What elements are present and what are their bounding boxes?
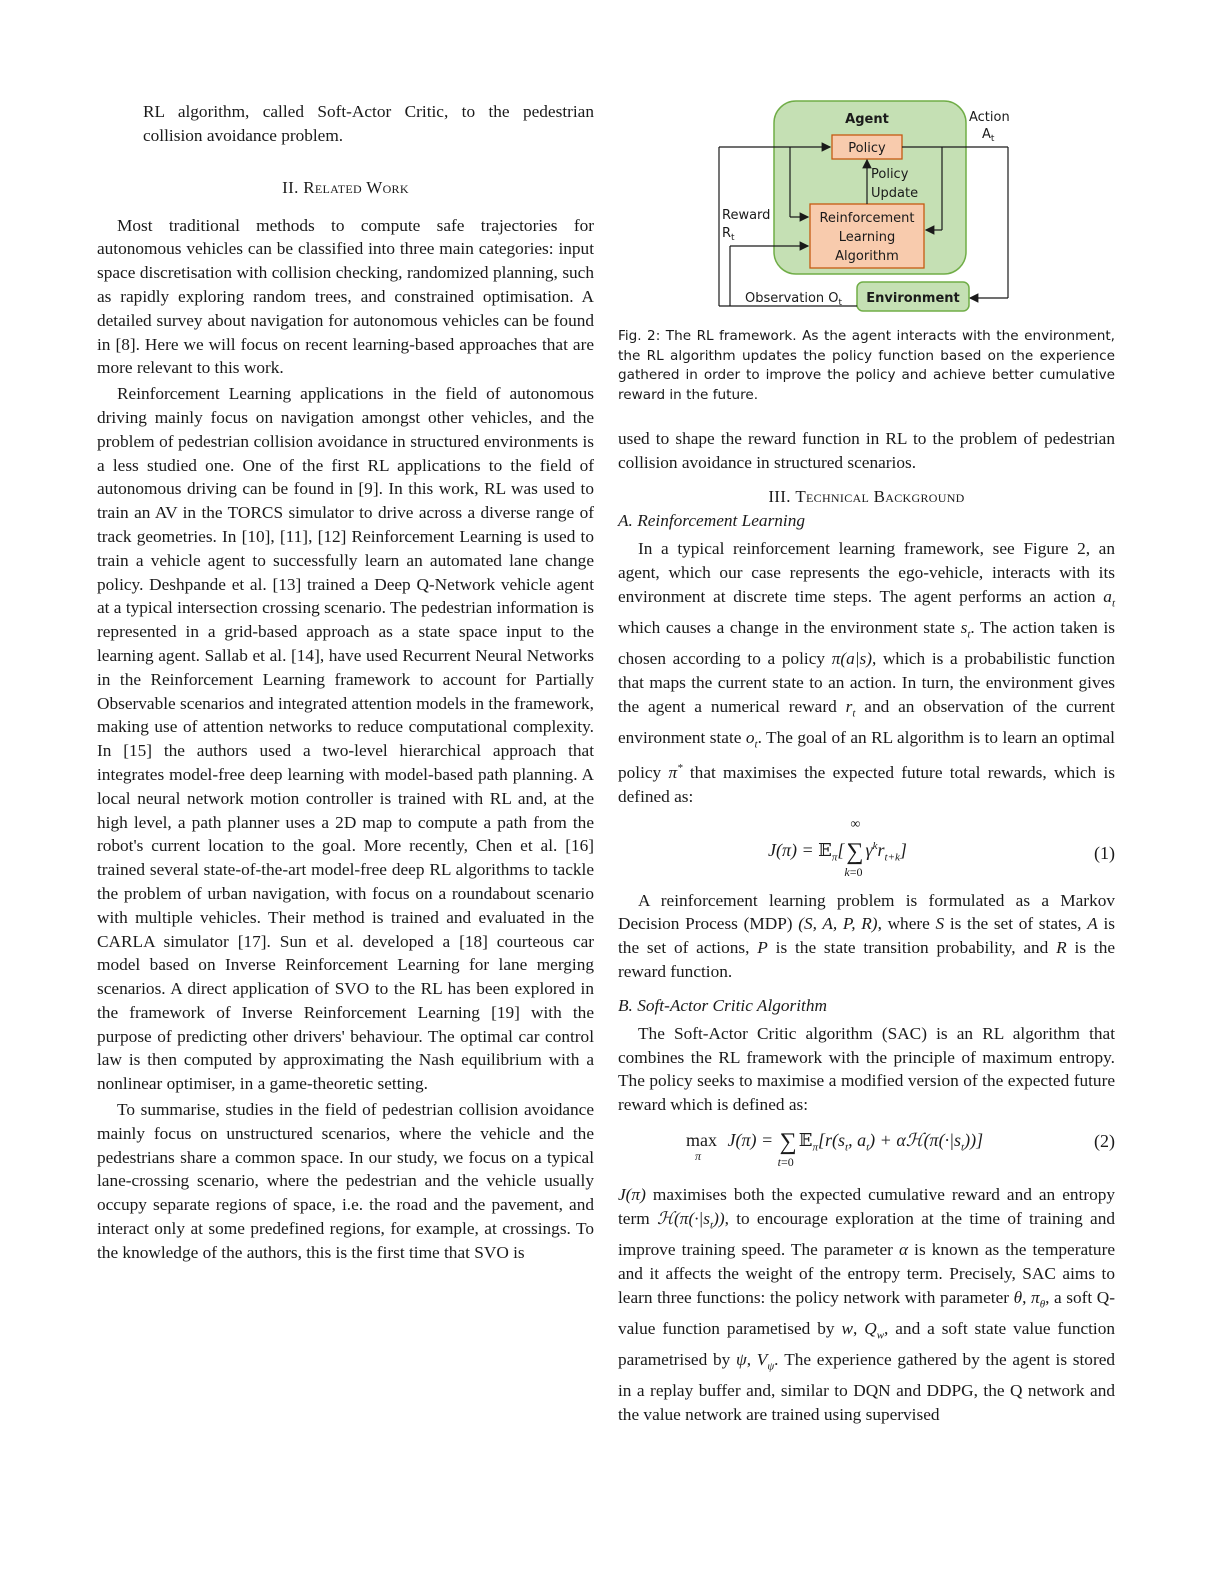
related-work-continuation: used to shape the reward function in RL to the problem of pedestrian collision avoidance in structured scenarios.	[618, 429, 1115, 473]
sac-paragraph: The Soft-Actor Critic algorithm (SAC) is an RL algorithm that combines the RL framework with the principle of maximum entropy. The policy seeks to maximise a modified version of the expected future reward which is defined as:	[618, 1023, 1115, 1115]
related-work-paragraph-3: To summarise, studies in the field of pedestrian collision avoidance mainly focus on unstructured scenarios, where the vehicle and the pedestrians share a common space. In our study, we focus on a typical lane-crossing scenario, where the pedestrian and the vehicle usually occupy separate regions of space, i.e. the road and the pavement, and interact only at some predefined regions, for example, at crossings. To the knowledge of the authors, this is the first time that SVO is	[97, 1100, 594, 1262]
equation-1-number: (1)	[1094, 842, 1115, 863]
equation-2-number: (2)	[1094, 1130, 1115, 1151]
sac-details-paragraph: J(π) maximises both the expected cumulative reward and an entropy term $ℋ(\pi(\cdot|s_t))$, to encourage exploration at the time of training and improve training speed. The parameter α is known as the temperature and it affects the weight of the entropy term. Precisely, SAC aims to learn three functions: the policy network with parameter θ, $\pi_\theta$, a soft Q-value function parametised by w, $Q_w$, and a soft state value function parametrised by ψ, $V_\psi$. The experience gathered by the agent is stored in a replay buffer and, similar to DQN and DDPG, the Q network and the value network are trained using supervised	[618, 1184, 1116, 1425]
figure-2-caption: Fig. 2: The RL framework. As the agent interacts with the environment, the RL algorithm updates the policy function based on the experience gathered in order to improve the policy and achieve better cumulative reward in the future.	[618, 328, 1115, 403]
rl-algorithm-line-3: Algorithm	[835, 249, 899, 264]
section-3-heading	[618, 487, 1115, 507]
section-2-title: Related Work	[303, 177, 409, 197]
section-3-number: III.	[768, 486, 791, 506]
environment-label: Environment	[866, 291, 960, 306]
section-3-title: Technical Background	[795, 486, 965, 506]
action-symbol: $A_t$	[982, 127, 995, 144]
related-work-paragraph-2: Reinforcement Learning applications in the field of autonomous driving mainly focus on navigation amongst other vehicles, and the problem of pedestrian collision avoidance in structured environments is a less studied one. One of the first RL applications to the field of autonomous driving can be found in [9]. In this work, RL was used to train an AV in the TORCS simulator to drive across a diverse range of track geometries. In [10], [11], [12] Reinforcement Learning is used to train a vehicle agent to successfully learn an automated lane change policy. Deshpande et al. [13] trained a Deep Q-Network vehicle agent at a typical intersection crossing scenario. The pedestrian information is represented in a grid-based approach as a state space input to the learning agent. Sallab et al. [14], have used Recurrent Neural Networks in the Reinforcement Learning framework to account for Partially Observable scenarios and integrated attention models in the framework, making use of attention networks to reduce computational complexity. In [15] the authors used a two-level hierarchical approach that integrates model-free deep learning with model-based path planning. A local neural network motion controller is trained with RL and, at the high level, a path planner uses a 2D map to compute a path from the robot's current location to the goal. More recently, Chen et al. [16] trained several state-of-the-art model-free deep RL algorithms to tackle the problem of urban navigation, with focus on a roundabout scenario with multiple vehicles. Their method is trained and evaluated in the CARLA simulator [17]. Sun et al. developed a [18] courteous car model based on Inverse Reinforcement Learning for lane merging scenarios. A direct application of SVO to the RL has been explored in the framework of Inverse Reinforcement Learning [19] with the purpose of predicting other drivers' behaviour. The optimal car control law is then computed by approximating the Nash equilibrium with a nonlinear optimiser, in a game-theoretic setting.	[97, 384, 594, 1094]
action-label: Action	[969, 110, 1010, 125]
equation-2: $\max_\pi J(\pi)$ = ∑ t=0 $𝔼_\pi[r(s_t$, $a_t$) + $\alpha ℋ(\pi(\cdot|s_t))$] (2)	[686, 1128, 1115, 1169]
equation-1: J(π) = 𝔼$_\pi$[∑ ∞ k=0 $\gamma^kr_{t+k}$] (1)	[768, 816, 1115, 879]
section-2-heading	[97, 178, 594, 198]
left-column	[97, 100, 594, 1265]
policy-update-line-1: Policy	[871, 167, 909, 182]
reward-symbol: $R_t$	[722, 226, 735, 243]
policy-label: Policy	[848, 141, 886, 156]
subsection-a-heading: A. Reinforcement Learning	[618, 510, 806, 530]
right-column	[618, 327, 1115, 1427]
mdp-paragraph: A reinforcement learning problem is formulated as a Markov Decision Process (MDP) (S, A, P, R), where S is the set of states, A is the set of actions, P is the state transition probability, and R is the reward function.	[618, 890, 1116, 981]
reward-label: Reward	[722, 208, 771, 223]
rl-algorithm-line-1: Reinforcement	[819, 211, 915, 226]
intro-continuation: RL algorithm, called Soft-Actor Critic, to the pedestrian collision avoidance problem.	[143, 102, 594, 145]
rl-paragraph: In a typical reinforcement learning framework, see Figure 2, an agent, which our case represents the ego-vehicle, interacts with its environment at discrete time steps. The agent performs an action $a_t$ which causes a change in the environment state $s_t$. The action taken is chosen according to a policy π(a|s), which is a probabilistic function that maps the current state to an action. In turn, the environment gives the agent a numerical reward $r_t$ and an observation of the current environment state $o_t$. The goal of an RL algorithm is to learn an optimal policy π* that maximises the expected future total rewards, which is defined as:	[618, 538, 1115, 806]
related-work-paragraph-1: Most traditional methods to compute safe trajectories for autonomous vehicles can be classified into three main categories: input space discretisation with collision checking, randomized planning, such as rapidly exploring random trees, and constrained optimisation. A detailed survey about navigation for autonomous vehicles can be found in [8]. Here we will focus on recent learning-based approaches that are more relevant to this work.	[97, 215, 594, 378]
agent-label: Agent	[845, 112, 889, 127]
subsection-b-heading: B. Soft-Actor Critic Algorithm	[618, 995, 827, 1015]
policy-update-line-2: Update	[871, 186, 919, 201]
section-2-number: II.	[282, 177, 299, 197]
observation-label: Observation $O_t$	[745, 291, 843, 308]
rl-framework-diagram	[712, 98, 1022, 313]
rl-algorithm-line-2: Learning	[838, 230, 896, 245]
